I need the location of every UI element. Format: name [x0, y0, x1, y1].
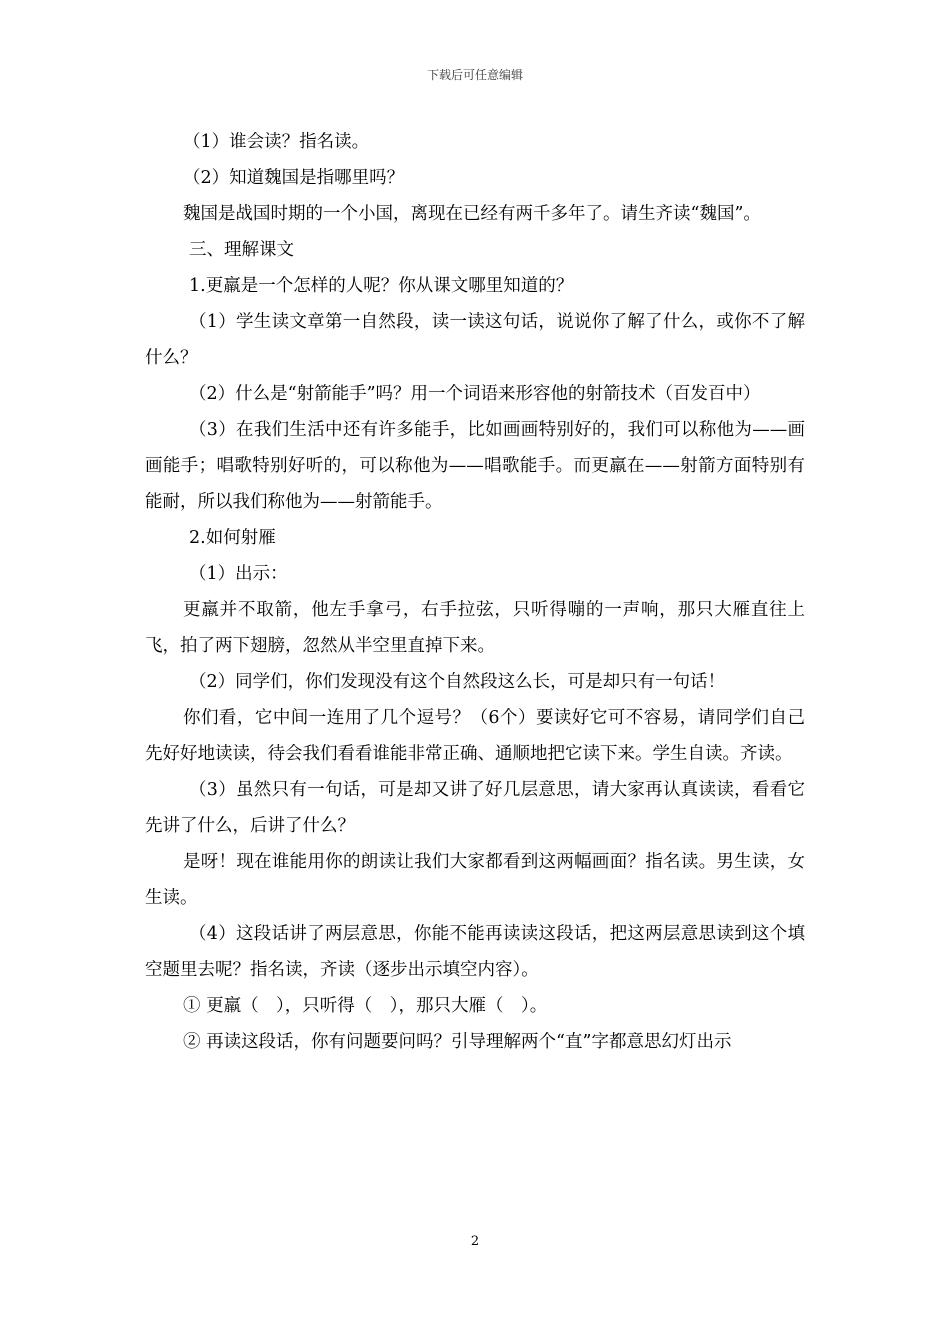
page-header-note: 下载后可任意编辑 — [426, 68, 523, 82]
paragraph: （3）在我们生活中还有许多能手，比如画画特别好的，我们可以称他为——画画能手；唱歌特别好听的，可以称他为——唱歌能手。而更羸在——射箭方面特别有能耐，所以我们称他为——射箭能手。 — [145, 420, 805, 512]
paragraph: （2）同学们，你们发现没有这个自然段这么长，可是却只有一句话！ — [189, 672, 726, 692]
paragraph: （1）出示： — [189, 564, 288, 584]
quoted-passage: 更羸并不取箭，他左手拿弓，右手拉弦，只听得嘣的一声响，那只大雁直往上飞，拍了两下翅膀，忽然从半空里直掉下来。 — [145, 600, 805, 656]
document-body — [145, 124, 805, 1060]
paragraph: 是呀！现在谁能用你的朗读让我们大家都看到这两幅画面？指名读。男生读，女生读。 — [145, 852, 805, 908]
paragraph: （1）学生读文章第一自然段，读一读这句话，说说你了解了什么，或你不了解什么？ — [145, 312, 805, 368]
subsection-heading: 2.如何射雁 — [189, 528, 276, 548]
page-number: 2 — [470, 1234, 480, 1249]
paragraph: （1）谁会读？指名读。 — [183, 132, 370, 152]
paragraph: 你们看，它中间一连用了几个逗号？（6个）要读好它可不容易，请同学们自己先好好地读读，待会我们看看谁能非常正确、通顺地把它读下来。学生自读。齐读。 — [145, 708, 805, 764]
fill-in-item: ① 更羸（ ），只听得（ ），那只大雁（ ）。 — [183, 996, 548, 1016]
paragraph: （4）这段话讲了两层意思，你能不能再读读这段话，把这两层意思读到这个填空题里去呢？指名读，齐读（逐步出示填空内容）。 — [145, 924, 805, 980]
subsection-heading: 1.更羸是一个怎样的人呢？你从课文哪里知道的？ — [189, 276, 574, 296]
paragraph: 魏国是战国时期的一个小国，离现在已经有两千多年了。请生齐读“魏国”。 — [183, 204, 761, 224]
paragraph: （2）什么是“射箭能手”吗？用一个词语来形容他的射箭技术（百发百中） — [189, 384, 761, 404]
paragraph: （3）虽然只有一句话，可是却又讲了好几层意思，请大家再认真读读，看看它先讲了什么，后讲了什么？ — [145, 780, 805, 836]
section-heading: 三、理解课文 — [189, 240, 294, 260]
fill-in-item: ② 再读这段话，你有问题要问吗？引导理解两个“直”字都意思幻灯出示 — [183, 1032, 732, 1052]
paragraph: （2）知道魏国是指哪里吗？ — [183, 168, 405, 188]
